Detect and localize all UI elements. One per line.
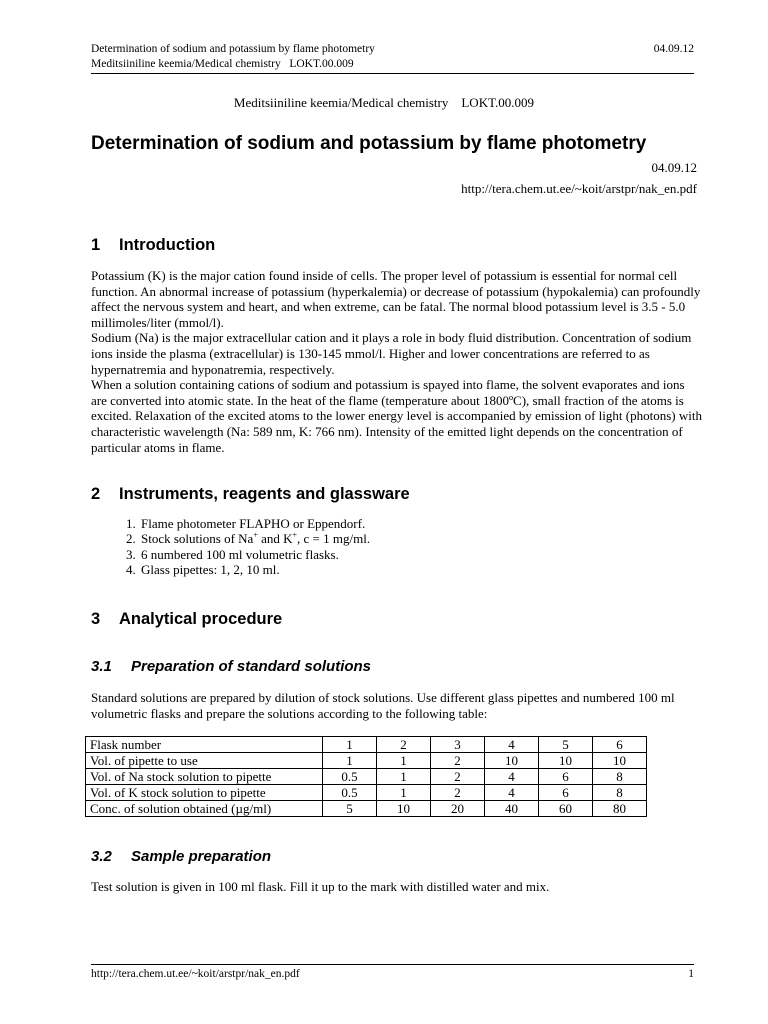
table-cell: 2 [431, 785, 485, 801]
table-cell: 10 [593, 753, 647, 769]
table-cell: 6 [593, 737, 647, 753]
footer-url[interactable]: http://tera.chem.ut.ee/~koit/arstpr/nak_en.pdf [91, 968, 300, 980]
subsection-heading-standard [91, 657, 371, 676]
table-row-label: Vol. of K stock solution to pipette [86, 785, 323, 801]
table-cell: 8 [593, 769, 647, 785]
table-cell: 1 [323, 737, 377, 753]
table-cell: 10 [377, 801, 431, 817]
table-cell: 5 [539, 737, 593, 753]
subsection-heading-sample [91, 847, 271, 866]
table-row-label: Flask number [86, 737, 323, 753]
table-cell: 5 [323, 801, 377, 817]
list-item: 1. Flame photometer FLAPHO or Eppendorf. [139, 516, 370, 531]
section-number: 1 [91, 236, 101, 254]
document-title: Determination of sodium and potassium by flame photometry [91, 133, 647, 154]
instruments-list [111, 516, 370, 577]
subsection-number: 3.2 [91, 848, 112, 865]
table-cell: 2 [377, 737, 431, 753]
table-cell: 2 [431, 753, 485, 769]
table-cell: 3 [431, 737, 485, 753]
running-header [91, 42, 694, 74]
course-line: Meditsiiniline keemia/Medical chemistry LOKT.00.009 [233, 95, 535, 110]
table-cell: 1 [377, 769, 431, 785]
running-header-title: Determination of sodium and potassium by flame photometry [91, 43, 375, 55]
table-cell: 0.5 [323, 769, 377, 785]
list-item: 3. 6 numbered 100 ml volumetric flasks. [139, 547, 370, 562]
section-heading-procedure [91, 609, 282, 629]
list-item: 4. Glass pipettes: 1, 2, 10 ml. [139, 562, 370, 577]
document-date: 04.09.12 [651, 160, 697, 175]
standard-solutions-table [85, 736, 647, 817]
table-cell: 4 [485, 737, 539, 753]
paragraph-sodium: Sodium (Na) is the major extracellular cation and it plays a role in body fluid distribution. Concentration of sodium ions inside the plasma (extracellular) is 130-145 mmol/l. Higher and lower concentrations are referred to as hypernatremia and hyponatremia, respectively. [91, 330, 692, 377]
page-number: 1 [688, 968, 694, 980]
table-cell: 60 [539, 801, 593, 817]
paragraph-sample: Test solution is given in 100 ml flask. Fill it up to the mark with distilled water and mix. [91, 879, 550, 894]
table-cell: 20 [431, 801, 485, 817]
subsection-title: Sample preparation [131, 848, 272, 865]
table-row-label: Vol. of Na stock solution to pipette [86, 769, 323, 785]
section-title: Instruments, reagents and glassware [119, 485, 410, 503]
table-cell: 2 [431, 769, 485, 785]
section-heading-introduction [91, 235, 215, 255]
table-cell: 4 [485, 785, 539, 801]
section-number: 3 [91, 610, 101, 628]
introduction-text [91, 268, 703, 455]
running-footer [91, 964, 694, 982]
section-title: Analytical procedure [119, 610, 283, 628]
table-cell: 6 [539, 785, 593, 801]
table-cell: 40 [485, 801, 539, 817]
running-header-date: 04.09.12 [653, 43, 694, 55]
table-row [86, 753, 647, 769]
table-cell: 6 [539, 769, 593, 785]
table-row [86, 769, 647, 785]
table-cell: 10 [539, 753, 593, 769]
section-number: 2 [91, 485, 101, 503]
document-url[interactable]: http://tera.chem.ut.ee/~koit/arstpr/nak_en.pdf [461, 181, 697, 196]
table-row [86, 801, 647, 817]
paragraph-flame: When a solution containing cations of sodium and potassium is spayed into flame, the solvent evaporates and ions are converted into atomic state. In the heat of the flame (temperature about 1800ºC), small fraction of the atoms is excited. Relaxation of the excited atoms to the lower energy level is accompanied by emission of light (photons) with characteristic wavelength (Na: 589 nm, K: 766 nm). Intensity of the emitted light depends on the concentration of particular atoms in flame. [91, 377, 702, 455]
table-row-label: Conc. of solution obtained (µg/ml) [86, 801, 323, 817]
table-row [86, 785, 647, 801]
sample-text [91, 879, 703, 895]
subsection-title: Preparation of standard solutions [131, 658, 372, 675]
table-cell: 0.5 [323, 785, 377, 801]
section-heading-instruments [91, 484, 410, 504]
table-cell: 1 [377, 785, 431, 801]
table-row [86, 737, 647, 753]
paragraph-standard: Standard solutions are prepared by dilution of stock solutions. Use different glass pipettes and numbered 100 ml volumetric flasks and prepare the solutions according to the following table: [91, 690, 675, 721]
table-row-label: Vol. of pipette to use [86, 753, 323, 769]
standard-text [91, 690, 703, 721]
table-cell: 10 [485, 753, 539, 769]
table-cell: 1 [323, 753, 377, 769]
running-header-course: Meditsiiniline keemia/Medical chemistry LOKT.00.009 [91, 58, 354, 70]
table-cell: 8 [593, 785, 647, 801]
table-cell: 80 [593, 801, 647, 817]
table-cell: 4 [485, 769, 539, 785]
list-item: 2. Stock solutions of Na+ and K+, c = 1 mg/ml. [139, 531, 370, 546]
subsection-number: 3.1 [91, 658, 112, 675]
paragraph-potassium: Potassium (K) is the major cation found inside of cells. The proper level of potassium is essential for normal cell function. An abnormal increase of potassium (hyperkalemia) or decrease of potassium (hypokalemia) can profoundly affect the nervous system and heart, and when extreme, can be fatal. The normal blood potassium level is 3.5 - 5.0 millimoles/liter (mmol/l). [91, 268, 701, 330]
section-title: Introduction [119, 236, 216, 254]
table-cell: 1 [377, 753, 431, 769]
